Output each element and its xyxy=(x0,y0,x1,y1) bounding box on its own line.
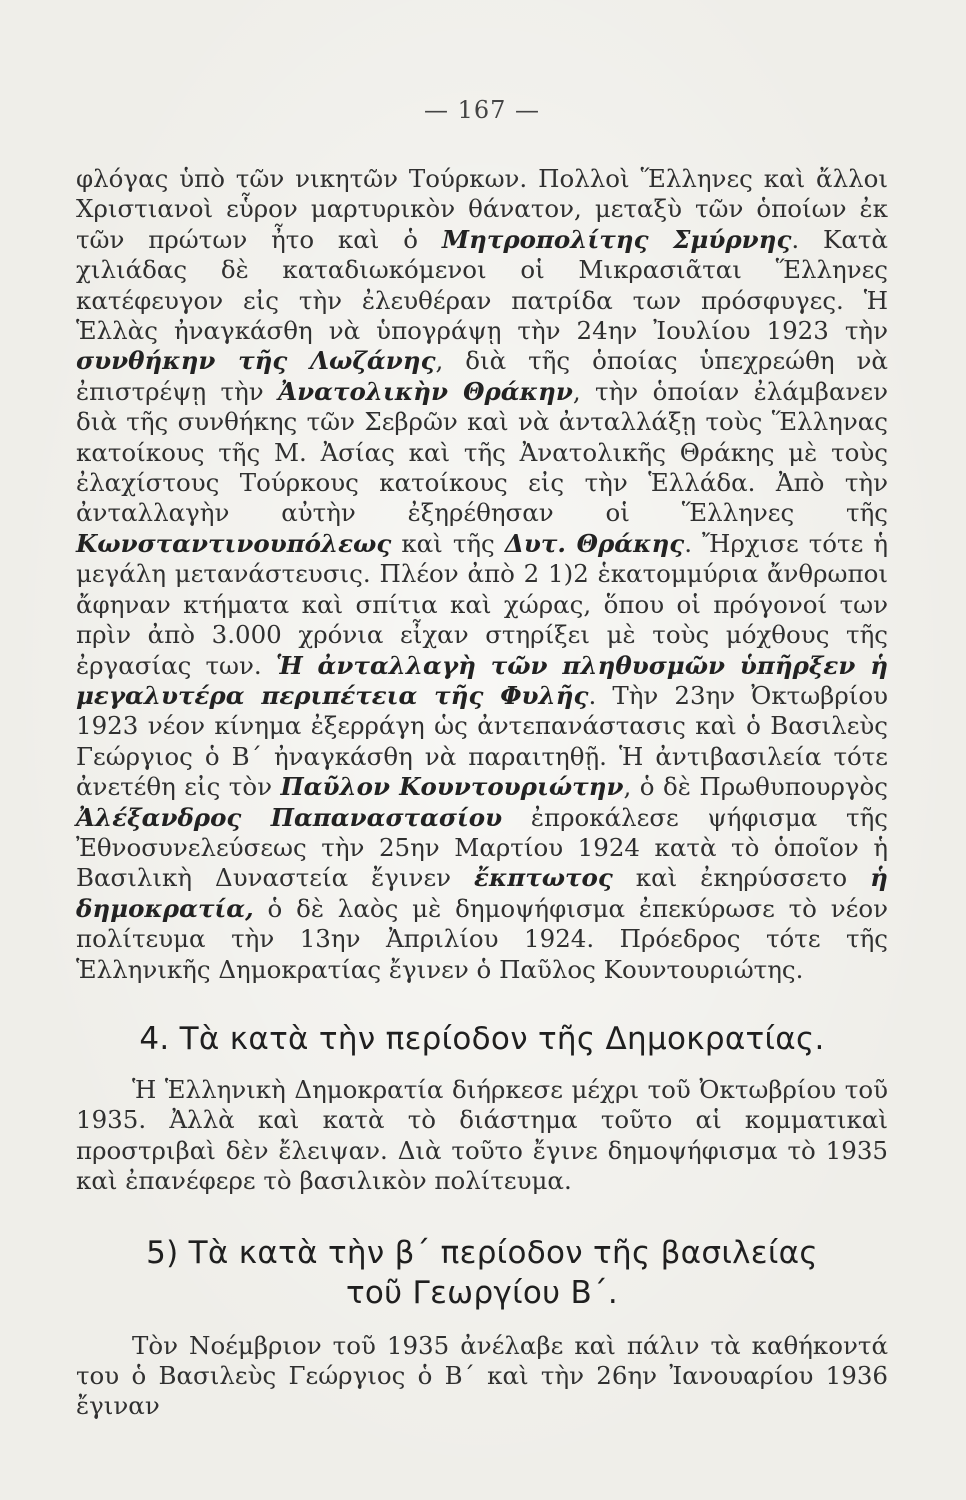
text-run: , διὰ τῆς ὁποίας ὑπεχρεώθη νὰ ἐπιστρέψῃ τὴν xyxy=(76,346,888,406)
section-4-heading: 4. Τὰ κατὰ τὴν περίοδον τῆς Δημοκρατίας. xyxy=(139,1020,825,1057)
emphasis-constantinople: Κωνσταντινουπόλεως xyxy=(76,528,392,558)
emphasis-eastern-thrace: Ἀνατολικὴν Θράκην xyxy=(278,376,573,406)
section-5-heading xyxy=(76,1233,888,1313)
section-5-paragraph: Τὸν Νοέμβριον τοῦ 1935 ἀνέλαβε καὶ πάλιν τὰ καθήκοντά του ὁ Βασιλεὺς Γεώργιος ὁ Β΄ καὶ τὴν 26ην Ἰανουαρίου 1936 ἔγιναν xyxy=(76,1330,888,1421)
emphasis-metropolitan-smyrna: Μητροπολίτης Σμύρνης xyxy=(441,224,792,254)
text-run: καὶ τῆς xyxy=(391,528,505,558)
emphasis-deposed: ἔκπτωτος xyxy=(474,863,613,893)
text-run: , τὴν ὁποίαν ἐλάμβανεν διὰ τῆς συνθήκης τῶν Σεβρῶν καὶ νὰ ἀνταλλάξῃ τοὺς Ἕλληνας κατοίκους τῆς Μ. Ἀσίας καὶ τῆς Ἀνατολικῆς Θράκης μὲ τοὺς ἐλαχίστους Τούρκους κατοίκους εἰς τὴν Ἑλλάδα. Ἀπὸ τὴν ἀνταλλαγὴν αὐτὴν ἐξηρέθησαν οἱ Ἕλληνες τῆς xyxy=(76,376,888,528)
emphasis-treaty-lausanne: συνθήκην τῆς Λωζάνης xyxy=(76,346,436,376)
text-run: ὁ δὲ λαὸς μὲ δημοψήφισμα ἐπεκύρωσε τὸ νέον πολίτευμα τὴν 13ην Ἀπριλίου 1924. Πρόεδρος τότε τῆς Ἑλληνικῆς Δημοκρατίας ἔγινεν ὁ Παῦλος Κουντουριώτης. xyxy=(76,893,888,984)
text-run: καὶ ἐκηρύσσετο xyxy=(612,863,871,893)
section-5-heading-line-2: τοῦ Γεωργίου Β΄. xyxy=(345,1274,619,1311)
text-run: φλόγας ὑπὸ τῶν νικητῶν Τούρκων. Πολλοὶ Ἕλληνες καὶ ἄλλοι Χριστιανοὶ εὗρον μαρτυρικὸν θάνατον, μεταξὺ τῶν ὁποίων ἐκ τῶν πρώτων ἦτο καὶ ὁ xyxy=(76,164,888,254)
emphasis-democracy: ἡ δημοκρατία, xyxy=(76,863,888,923)
text-run: . Τὴν 23ην Ὀκτωβρίου 1923 νέον κίνημα ἐξερράγη ὡς ἀντεπανάστασις καὶ ὁ Βασιλεὺς Γεώργιος ὁ Β΄ ἠναγκάσθη νὰ παραιτηθῇ. Ἡ ἀντιβασιλεία τότε ἀνετέθη εἰς τὸν xyxy=(76,680,888,802)
section-5-heading-line-1: 5) Τὰ κατὰ τὴν β΄ περίοδον τῆς βασιλείας xyxy=(146,1234,818,1271)
text-run: , ὁ δὲ Πρωθυπουργὸς xyxy=(623,772,888,802)
page-number: — 167 — xyxy=(423,96,541,124)
section-4-paragraph: Ἡ Ἑλληνικὴ Δημοκρατία διήρκεσε μέχρι τοῦ Ὀκτωβρίου τοῦ 1935. Ἀλλὰ καὶ κατὰ τὸ διάστημα τοῦτο αἱ κομματικαὶ προστριβαὶ δὲν ἔλειψαν. Διὰ τοῦτο ἔγινε δημοψήφισμα τὸ 1935 καὶ ἐπανέφερε τὸ βασιλικὸν πολίτευμα. xyxy=(76,1074,888,1196)
text-run: . Ἤρχισε τότε ἡ μεγάλη μετανάστευσις. Πλέον ἀπὸ 2 1)2 ἑκατομμύρια ἄνθρωποι ἄφηναν κτήματα καὶ σπίτια καὶ χώρας, ὅπου οἱ πρόγονοί των πρὶν ἀπὸ 3.000 χρόνια εἶχαν στηρίξει μὲ τοὺς μόχθους τῆς ἐργασίας των. xyxy=(76,528,889,680)
emphasis-population-exchange: Ἡ ἀνταλλαγὴ τῶν πληθυσμῶν ὑπῆρξεν ἡ μεγαλυτέρα περιπέτεια τῆς Φυλῆς xyxy=(76,650,889,710)
emphasis-pavlos-kountouriotis: Παῦλον Κουντουριώτην xyxy=(280,772,624,802)
text-run: ἐπροκάλεσε ψήφισμα τῆς Ἐθνοσυνελεύσεως τὴν 25ην Μαρτίου 1924 κατὰ τὸ ὁποῖον ἡ Βασιλικὴ Δυναστεία ἔγινεν xyxy=(76,802,889,893)
paragraph-asia-minor-catastrophe xyxy=(76,164,888,985)
emphasis-western-thrace: Δυτ. Θράκης xyxy=(504,528,685,558)
emphasis-alexandros-papanastasiou: Ἀλέξανδρος Παπαναστασίου xyxy=(76,802,503,832)
text-run: . Κατὰ χιλιάδας δὲ καταδιωκόμενοι οἱ Μικρασιᾶται Ἕλληνες κατέφευγον εἰς τὴν ἐλευθέραν πατρίδα των πρόσφυγες. Ἡ Ἑλλὰς ἠναγκάσθη νὰ ὑπογράψῃ τὴν 24ην Ἰουλίου 1923 τὴν xyxy=(76,224,888,346)
